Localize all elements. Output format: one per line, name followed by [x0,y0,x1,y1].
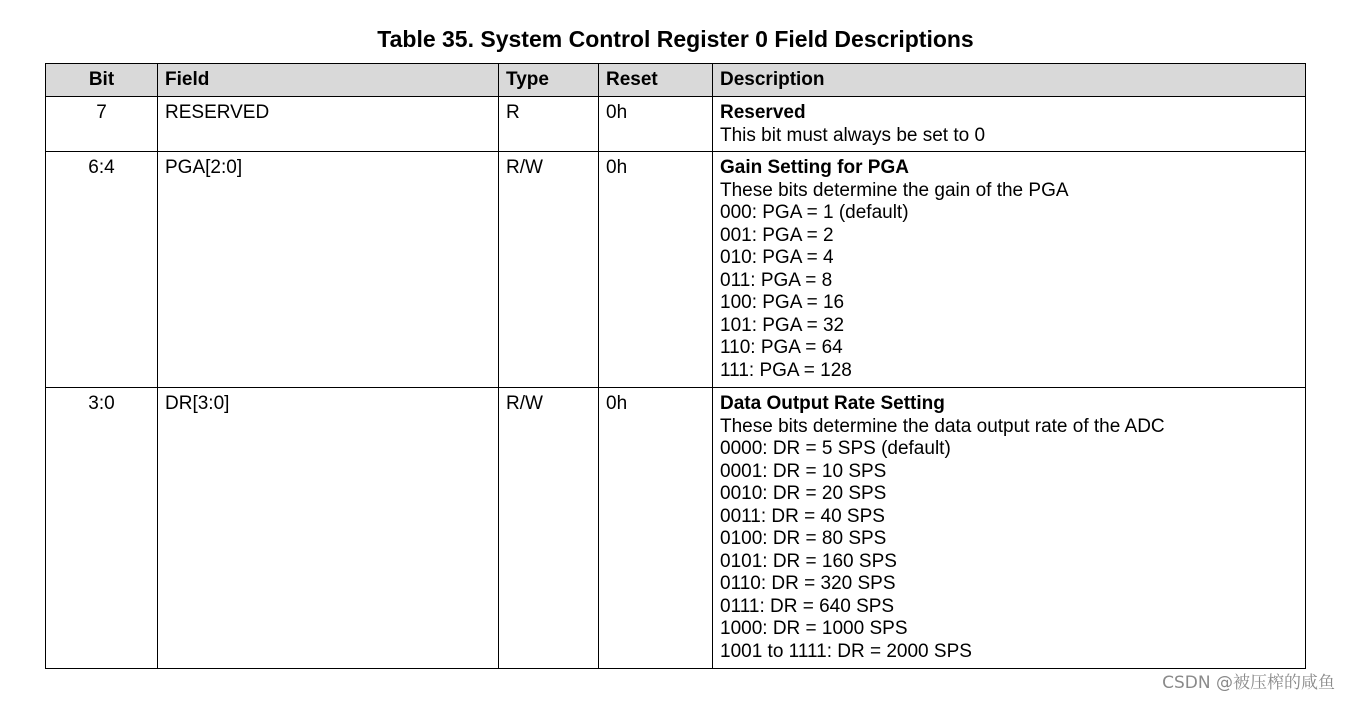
watermark: CSDN @被压榨的咸鱼 [1162,673,1335,693]
register-field-table [45,63,1306,669]
table-title: Table 35. System Control Register 0 Field Descriptions [377,26,974,52]
description-line: 1001 to 1111: DR = 2000 SPS [720,640,972,662]
cell-field: PGA[2:0] [158,152,499,388]
cell-description [713,97,1306,152]
description-line: 1000: DR = 1000 SPS [720,618,908,639]
cell-bit: 6:4 [46,152,158,388]
header-description: Description [713,64,1306,97]
cell-bit: 7 [46,97,158,152]
cell-reset: 0h [599,388,713,669]
description-line: 101: PGA = 32 [720,314,845,336]
description-line: 0111: DR = 640 SPS [720,595,895,617]
description-title: Reserved [720,102,806,123]
description-line: 111: PGA = 128 [720,359,852,381]
header-bit: Bit [46,64,158,97]
description-line: 0010: DR = 20 SPS [720,483,887,504]
cell-bit: 3:0 [46,388,158,669]
description-line: 0100: DR = 80 SPS [720,528,887,549]
description-line: These bits determine the data output rate of the ADC [720,415,1165,437]
header-type: Type [499,64,599,97]
cell-type: R/W [499,152,599,388]
cell-field: DR[3:0] [158,388,499,669]
description-line: 000: PGA = 1 (default) [720,202,909,223]
cell-reset: 0h [599,97,713,152]
description-line: 001: PGA = 2 [720,224,834,246]
table-row [46,388,1306,669]
cell-type: R/W [499,388,599,669]
description-line: 0011: DR = 40 SPS [720,505,885,527]
header-reset: Reset [599,64,713,97]
description-line: 100: PGA = 16 [720,292,845,313]
cell-reset: 0h [599,152,713,388]
description-line: This bit must always be set to 0 [720,124,986,146]
description-line: 0001: DR = 10 SPS [720,460,887,482]
description-line: 0110: DR = 320 SPS [720,573,896,594]
table-header-row [46,64,1306,97]
header-field: Field [158,64,499,97]
cell-description [713,152,1306,388]
description-line: 0101: DR = 160 SPS [720,550,897,572]
description-title: Gain Setting for PGA [720,157,909,178]
table-row [46,152,1306,388]
description-line: These bits determine the gain of the PGA [720,179,1069,201]
description-line: 110: PGA = 64 [720,337,843,358]
cell-description [713,388,1306,669]
description-line: 010: PGA = 4 [720,247,834,268]
cell-field: RESERVED [158,97,499,152]
description-line: 0000: DR = 5 SPS (default) [720,438,951,459]
table-row [46,97,1306,152]
description-title: Data Output Rate Setting [720,393,945,414]
cell-type: R [499,97,599,152]
description-line: 011: PGA = 8 [720,269,833,291]
